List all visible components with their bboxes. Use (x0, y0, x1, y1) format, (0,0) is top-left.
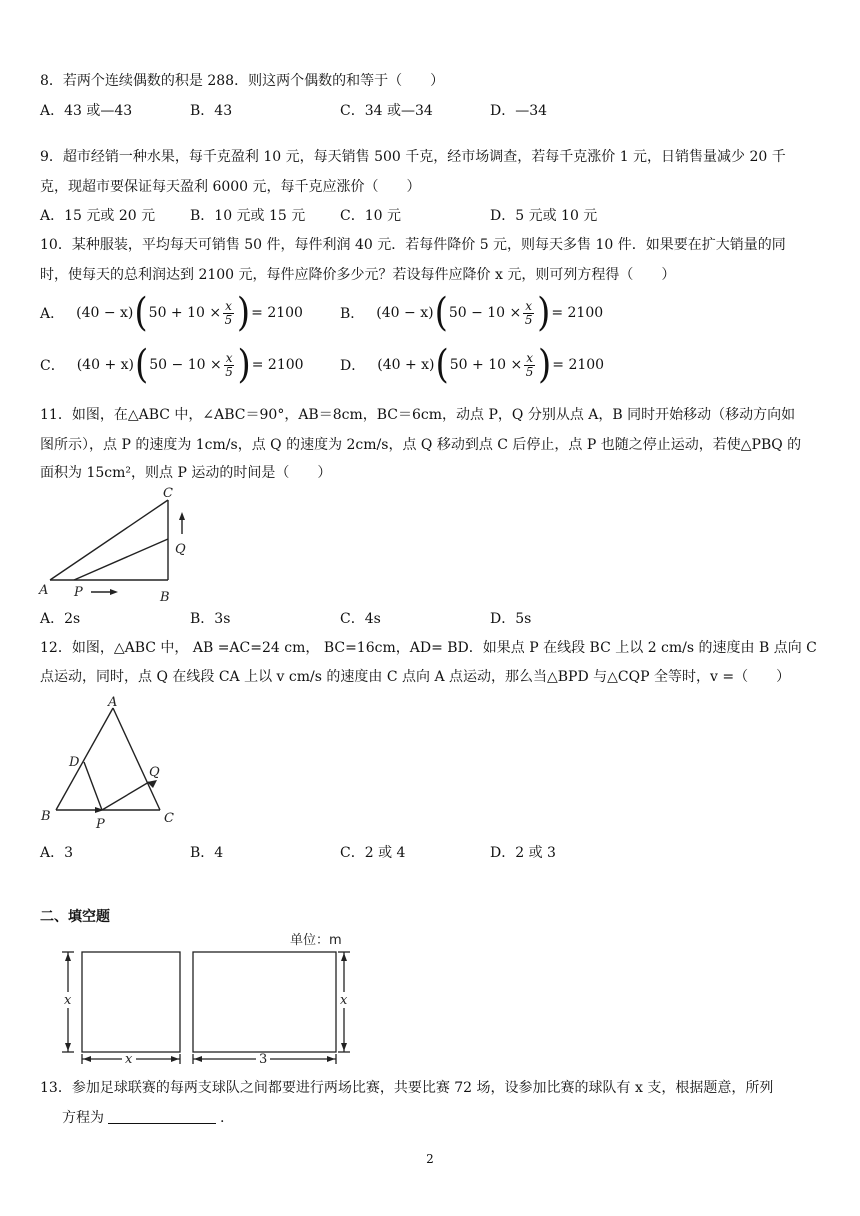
svg-text:B: B (41, 809, 51, 824)
q13-stem-line2: 方程为 . (62, 1110, 225, 1126)
q13-answer-blank[interactable] (108, 1109, 216, 1124)
q12-stem-line2: 点运动，同时，点 Q 在线段 CA 上以 v cm/s 的速度由 C 点向 A 点运动，那么当△BPD 与△CQP 全等时，v =（ ） (40, 669, 791, 685)
q9-option-d: D．5 元或 10 元 (490, 208, 598, 224)
q9-option-a: A．15 元或 20 元 (40, 208, 156, 224)
svg-text:B: B (160, 590, 170, 604)
q8-option-c: C．34 或—34 (340, 103, 433, 119)
q13-stem-line1: 13．参加足球联赛的每两支球队之间都要进行两场比赛，共要比赛 72 场，设参加比赛的球队有 x 支，根据题意，所列 (40, 1080, 774, 1096)
svg-text:A: A (108, 695, 118, 710)
page-number: 2 (426, 1152, 434, 1166)
q11-option-d: D．5s (490, 611, 532, 627)
svg-text:P: P (96, 817, 105, 832)
q11-option-c: C．4s (340, 611, 381, 627)
svg-text:Q: Q (175, 542, 186, 557)
q11-stem-line3: 面积为 15cm²，则点 P 运动的时间是（ ） (40, 465, 332, 481)
svg-text:C: C (163, 486, 173, 501)
svg-text:单位：m: 单位：m (290, 933, 342, 948)
q12-option-a: A．3 (40, 845, 74, 861)
svg-text:x: x (125, 1052, 133, 1064)
svg-text:D: D (69, 755, 80, 770)
q12-triangle-figure (36, 694, 186, 834)
q12-option-c: C．2 或 4 (340, 845, 406, 861)
q8-option-d: D．—34 (490, 103, 548, 119)
svg-text:A: A (39, 583, 49, 598)
q12-option-d: D．2 或 3 (490, 845, 556, 861)
svg-text:x: x (64, 993, 72, 1008)
q11-stem-line2: 图所示），点 P 的速度为 1cm/s，点 Q 的速度为 2cm/s，点 Q 移动到点 C 后停止，点 P 也随之停止运动，若使△PBQ 的 (40, 437, 802, 453)
q9-stem-line1: 9．超市经销一种水果，每千克盈利 10 元，每天销售 500 千克，经市场调查，若每千克涨价 1 元，日销售量减少 20 千 (40, 149, 786, 165)
q10-option-d: D． (40 + x) ( 50 + 10 × $\frac{x}{5}$ ) = 2100 (340, 342, 605, 388)
q11-option-b: B．3s (190, 611, 231, 627)
q10-stem-line1: 10．某种服装，平均每天可销售 50 件，每件利润 40 元．若每件降价 5 元，则每天多售 10 件．如果要在扩大销量的同 (40, 237, 786, 253)
q8-option-a: A．43 或—43 (40, 103, 133, 119)
q10-option-b: B． (40 − x) ( 50 − 10 × $\frac{x}{5}$ ) = 2100 (340, 290, 604, 336)
q8-stem: 8．若两个连续偶数的积是 288．则这两个偶数的和等于（ ） (40, 73, 445, 89)
svg-text:3: 3 (259, 1052, 268, 1064)
q10-option-c: C． (40 + x) ( 50 − 10 × $\frac{x}{5}$ ) = 2100 (40, 342, 304, 388)
rectangles-figure (60, 926, 360, 1064)
svg-text:C: C (164, 811, 174, 826)
q12-option-b: B．4 (190, 845, 224, 861)
svg-text:Q: Q (149, 765, 160, 780)
q9-option-b: B．10 元或 15 元 (190, 208, 306, 224)
q11-option-a: A．2s (40, 611, 81, 627)
q12-stem-line1: 12．如图，△ABC 中， AB =AC=24 cm， BC=16cm，AD= BD．如果点 P 在线段 BC 上以 2 cm/s 的速度由 B 点向 C (40, 640, 817, 656)
svg-text:x: x (340, 993, 348, 1008)
q11-triangle-figure (36, 484, 196, 604)
q9-option-c: C．10 元 (340, 208, 401, 224)
svg-text:P: P (74, 585, 83, 600)
q11-stem-line1: 11．如图，在△ABC 中，∠ABC＝90°，AB＝8cm，BC＝6cm，动点 P，Q 分别从点 A，B 同时开始移动（移动方向如 (40, 407, 796, 423)
q9-stem-line2: 克，现超市要保证每天盈利 6000 元，每千克应涨价（ ） (40, 179, 421, 195)
q8-option-b: B．43 (190, 103, 233, 119)
section-title: 二、填空题 (40, 909, 110, 925)
q10-stem-line2: 时，使每天的总利润达到 2100 元，每件应降价多少元？若设每件应降价 x 元，则可列方程得（ ） (40, 267, 676, 283)
q10-option-a: A． (40 − x) ( 50 + 10 × $\frac{x}{5}$ ) = 2100 (40, 290, 303, 336)
